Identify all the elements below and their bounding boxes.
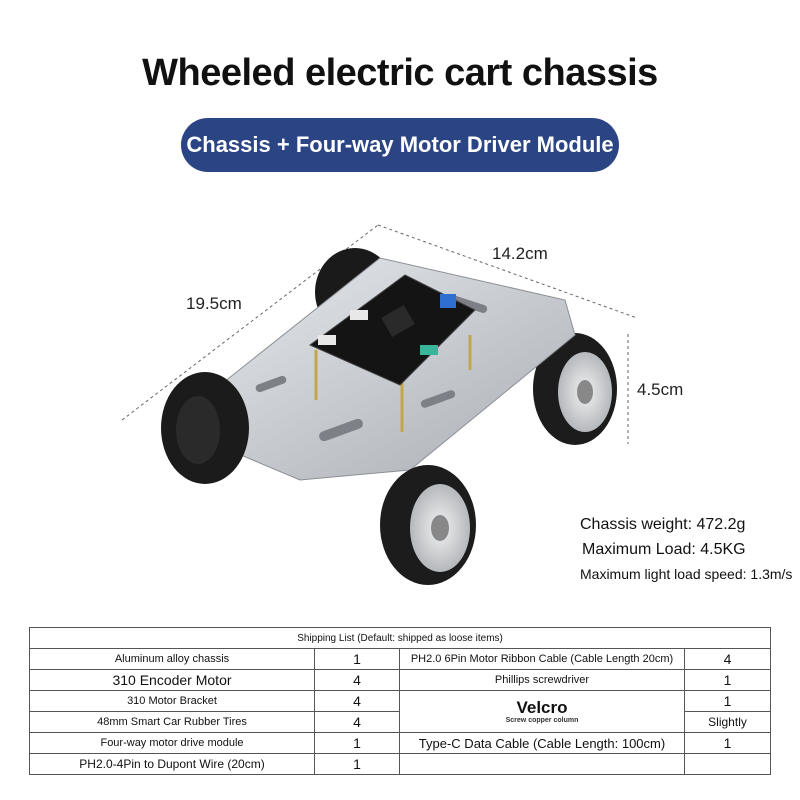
table-row (30, 670, 771, 691)
page-title: Wheeled electric cart chassis (142, 52, 658, 94)
item-name: PH2.0 6Pin Motor Ribbon Cable (Cable Length 20cm) (400, 649, 685, 670)
subtitle-text: Chassis + Four-way Motor Driver Module (186, 132, 614, 157)
item-qty: 1 (685, 733, 771, 754)
item-name: Type-C Data Cable (Cable Length: 100cm) (400, 733, 685, 754)
item-qty: 4 (315, 670, 400, 691)
item-name: Aluminum alloy chassis (30, 649, 315, 670)
item-qty: 1 (315, 754, 400, 775)
item-name-merged (400, 691, 685, 733)
spec-weight: Chassis weight: 472.2g (580, 516, 746, 533)
item-subname: Screw copper column (505, 716, 579, 724)
item-name (400, 754, 685, 775)
item-qty: 1 (685, 670, 771, 691)
item-name: Four-way motor drive module (30, 733, 315, 754)
length-label: 19.5cm (186, 294, 242, 313)
table-header-row (30, 628, 771, 649)
item-qty: 4 (315, 712, 400, 733)
item-qty: 4 (315, 691, 400, 712)
shipping-list-table (29, 627, 771, 775)
table-row (30, 754, 771, 775)
item-name: 310 Encoder Motor (30, 670, 315, 691)
item-qty: 1 (315, 649, 400, 670)
table-row (30, 733, 771, 754)
item-name: PH2.0-4Pin to Dupont Wire (20cm) (30, 754, 315, 775)
front-left-wheel (161, 372, 249, 484)
item-name: Phillips screwdriver (400, 670, 685, 691)
item-qty (685, 754, 771, 775)
height-label: 4.5cm (637, 380, 684, 399)
spec-max-load: Maximum Load: 4.5KG (582, 541, 746, 558)
item-qty: 4 (685, 649, 771, 670)
item-qty: Slightly (685, 712, 771, 733)
item-name: 48mm Smart Car Rubber Tires (30, 712, 315, 733)
table-row (30, 691, 771, 712)
front-right-wheel (380, 465, 476, 585)
item-qty: 1 (315, 733, 400, 754)
spec-list (580, 512, 800, 587)
width-label: 14.2cm (492, 244, 548, 263)
item-qty: 1 (685, 691, 771, 712)
item-name: Velcro (516, 697, 568, 717)
spec-max-speed: Maximum light load speed: 1.3m/s (580, 566, 793, 582)
item-name: 310 Motor Bracket (30, 691, 315, 712)
shipping-list-header: Shipping List (Default: shipped as loose items) (30, 628, 771, 649)
table-row (30, 649, 771, 670)
